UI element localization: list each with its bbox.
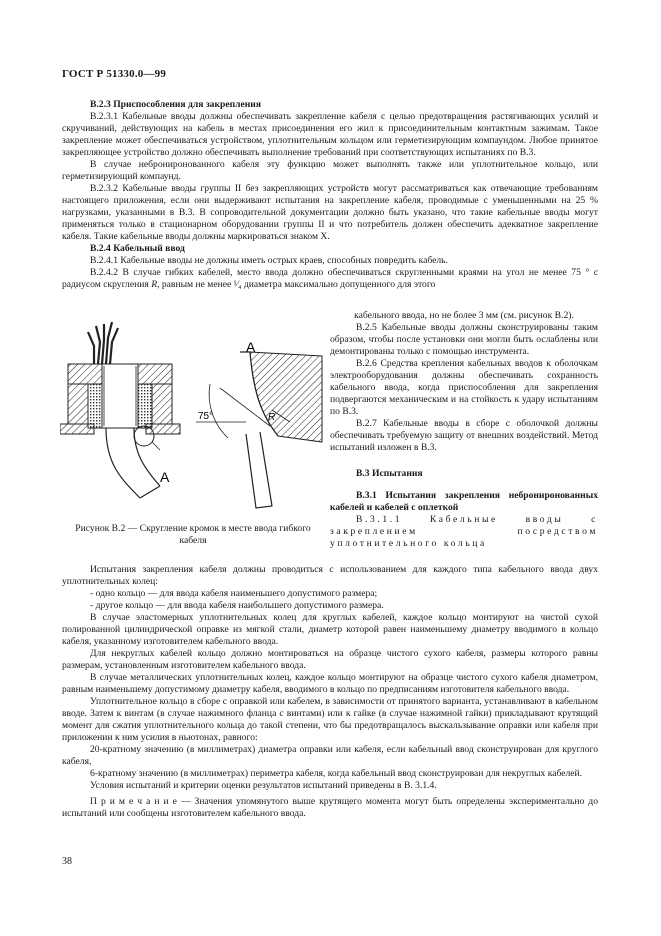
paragraph: 20-кратному значению (в миллиметрах) диаметра оправки или кабеля, если кабельный ввод сконструирован для круглого кабеля,: [62, 744, 598, 767]
note-paragraph: [62, 796, 598, 820]
detail-label-a: А: [160, 469, 170, 485]
paragraph: Условия испытаний и критерии оценки результатов испытаний приведены в В. 3.1.4.: [90, 780, 437, 791]
paragraph: В.2.5 Кабельные вводы должны сконструированы таким образом, чтобы после установки они могли быть ослаблены или демонтированы только с помощью инструмента.: [330, 322, 598, 357]
paragraph: - одно кольцо — для ввода кабеля наименьшего допустимого размера;: [90, 588, 378, 599]
text-span: диаметра максимально допущенного для этого: [241, 279, 436, 290]
paragraph: Испытания закрепления кабеля должны проводиться с использованием для каждого типа кабельного ввода двух уплотнительных колец:: [62, 564, 598, 587]
paragraph: В случае металлических уплотнительных колец, каждое кольцо монтируют на образце чистого сухого кабеля диаметром, равным наименьшему допустимому диаметру кабеля, вводимого в кольцо по предписаниям изготовителя кабельного ввода.: [62, 672, 598, 695]
bent-cable: [106, 426, 160, 498]
paragraph: Для некруглых кабелей кольцо должно монтироваться на образце чистого сухого кабеля, размеры которого равны размерам, установленным изготовителем кабельного ввода.: [62, 648, 598, 671]
paragraph: В.2.4.1 Кабельные вводы не должны иметь острых краев, способных повредить кабель.: [90, 255, 448, 266]
note-text: Значения упомянутого выше крутящего момента могут быть определены экспериментально до испытаний или сообщены изготовителем кабельного ввода.: [62, 796, 598, 819]
figure-b2: [60, 318, 330, 528]
paragraph: В.2.7 Кабельные вводы в сборе с оболочкой должны обеспечивать требуемую защиту от внешних воздействий. Метод испытаний изложен в В.3.: [330, 418, 598, 453]
page-number: 38: [62, 856, 72, 867]
fraction: ¹⁄₄: [233, 279, 242, 290]
text-span: , равным не менее: [157, 279, 232, 290]
top-text-block: [62, 99, 598, 291]
paragraph: В.3.1.1 Кабельные вводы с закреплением посредством уплотнительного кольца: [330, 514, 598, 549]
paragraph: 6-кратному значению (в миллиметрах) периметра кабеля, когда кабельный ввод сконструирован для некруглых кабелей.: [90, 768, 583, 779]
detail-view: [196, 352, 322, 508]
paragraph: В.2.3.2 Кабельные вводы группы II без закрепляющих устройств могут рассматриваться как отвечающие требованиям настоящего приложения, если они выдерживают испытания на закрепление кабеля, проводимые с уменьшенными на 25 % нагрузками, указанными в В.3. В сопроводительной документации должно быть указано, что такие кабельные вводы могут применяться только в стационарном оборудовании группы II и что потребитель должен обеспечить адекватное закрепление кабеля. Такие кабельные вводы должны маркироваться знаком X.: [62, 183, 598, 242]
detail-label-a: А: [246, 339, 256, 355]
figure-caption: Рисунок В.2 — Скругление кромок в месте ввода гибкого кабеля: [75, 523, 311, 546]
section-heading: В.2.3 Приспособления для закрепления: [90, 99, 262, 110]
right-text-column: [330, 310, 598, 550]
section-heading: В.3 Испытания: [356, 468, 423, 479]
radius-label: R: [268, 412, 276, 423]
gland-body: [60, 364, 180, 434]
paragraph: В случае эластомерных уплотнительных колец для круглых кабелей, каждое кольцо монтируют на чистой сухой полированной цилиндрической оправке из мягкой стали, диаметр которой равен наименьшему диаметру вводимого в кольцо кабеля, указанному изготовителем кабельного ввода.: [62, 612, 598, 647]
section-heading: В.2.4 Кабельный ввод: [90, 243, 185, 254]
document-header: ГОСТ Р 51330.0—99: [62, 68, 167, 80]
angle-label: 75°: [198, 411, 214, 422]
bottom-text-block: [62, 564, 598, 820]
note-label: П р и м е ч а н и е —: [90, 796, 191, 807]
paragraph: В.2.6 Средства крепления кабельных вводов к оболочкам электрооборудования должны обеспечивать сохранность кабельного ввода, когда приспособления для закрепления подвергаются механическим и на стойкость к удару испытаниям по В.3.: [330, 358, 598, 417]
text-span: В.2.4.2 В случае гибких кабелей, место ввода должно обеспечиваться скругленными краями на угол не менее 75 ° с радиусом скругления: [62, 267, 598, 290]
paragraph: [62, 267, 598, 291]
paragraph: В.2.3.1 Кабельные вводы должны обеспечивать закрепление кабеля с целью предотвращения растягивающих усилий и скручиваний, действующих на кабель в местах присоединения его жил к присоединительным контактным зажимам. Такое закрепление может обеспечиваться устройством, уплотнительным кольцом или герметизирующим компаундом. Любое принятое закрепляющее устройство должно обеспечивать выполнение требований при соответствующих испытаниях по В.3.: [62, 111, 598, 158]
section-heading: В.3.1 Испытания закрепления неброниронованных кабелей и кабелей с оплеткой: [330, 490, 598, 513]
paragraph: Уплотнительное кольцо в сборе с оправкой или кабелем, в зависимости от принятого варианта, устанавливают в кабельном вводе. Затем к винтам (в случае нажимного фланца с винтами) или к гайке (в случае нажимной гайки) прикладывают крутящий момент для сжатия уплотнительного кольца до такой степени, что бы предотвращалось выскальзывание оправки или кабеля при приложении к ним усилия в ньютонах, равного:: [62, 696, 598, 743]
paragraph: - другое кольцо — для ввода кабеля наибольшего допустимого размера.: [90, 600, 384, 611]
paragraph: В случае неброниронованного кабеля эту функцию может выполнять также или уплотнительное кольцо, или герметизирующий компаунд.: [62, 159, 598, 182]
cable-wires: [88, 322, 118, 364]
paragraph: кабельного ввода, но не более 3 мм (см. рисунок В.2).: [354, 310, 574, 321]
radius-symbol: R: [151, 279, 158, 290]
